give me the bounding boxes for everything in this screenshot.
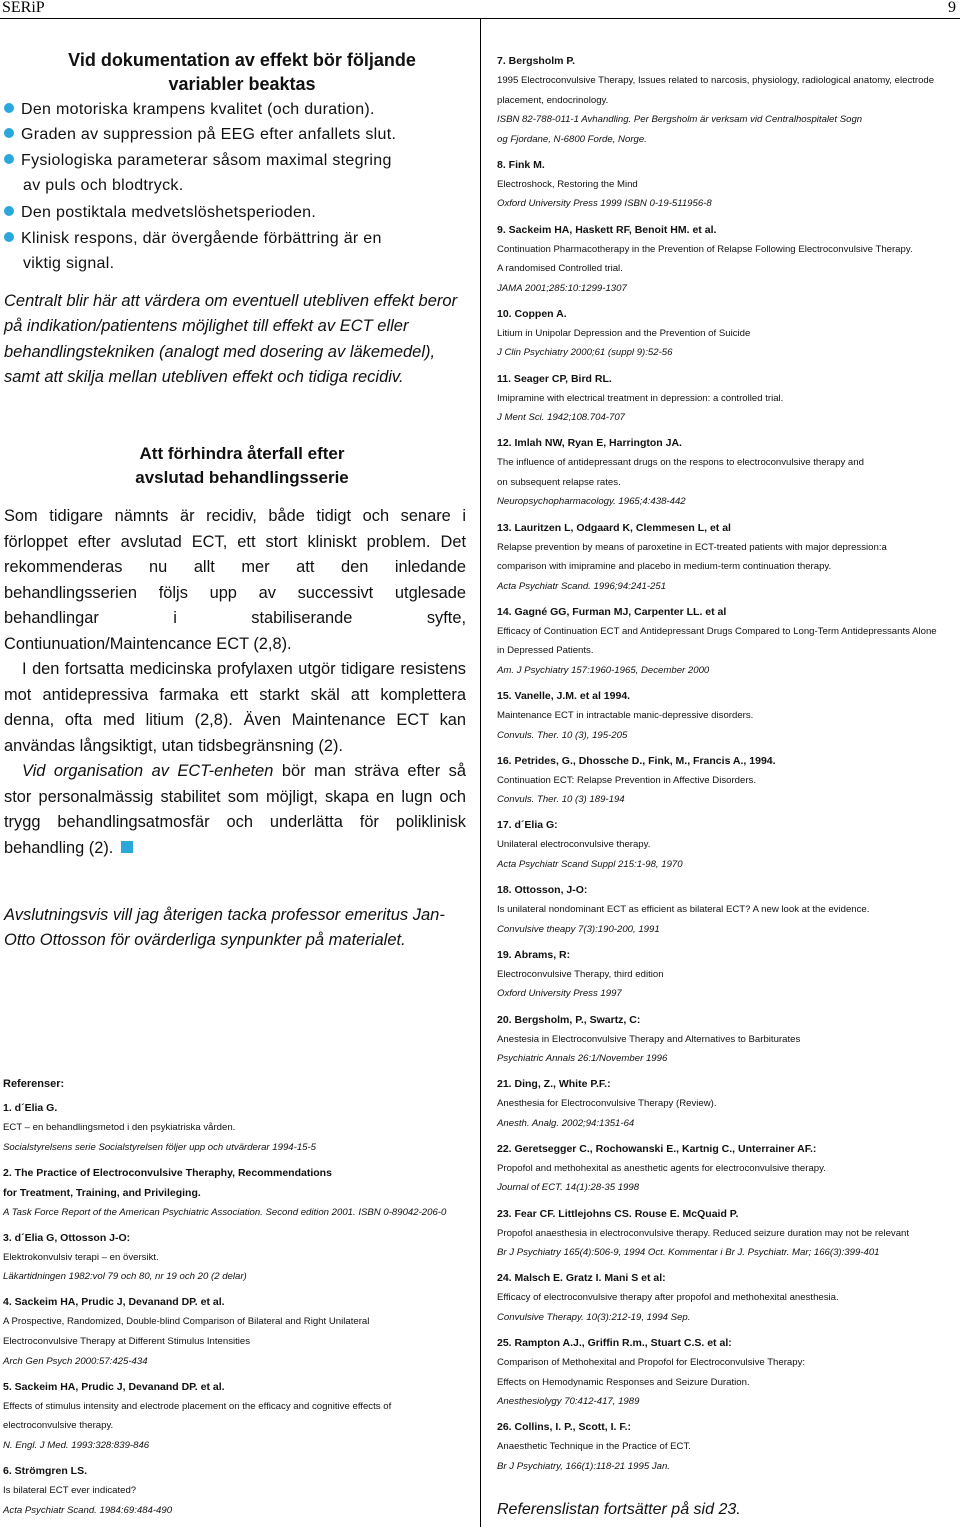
reference-line: Anesthesia for Electroconvulsive Therapy (Review).	[497, 1098, 717, 1110]
reference-item	[497, 518, 957, 597]
reference-source: Anesth. Analg. 2002;94:1351-64	[497, 1117, 635, 1129]
continuation-note: Referenslistan fortsätter på sid 23.	[497, 1501, 741, 1518]
reference-title: 11. Seager CP, Bird RL.	[497, 372, 612, 385]
heading-line: variabler beaktas	[168, 74, 316, 94]
reference-line: Continuation ECT: Relapse Prevention in Affective Disorders.	[497, 774, 756, 786]
reference-item	[3, 1228, 473, 1287]
reference-source: Convuls. Ther. 10 (3) 189-194	[497, 794, 625, 806]
reference-source: Psychiatric Annals 26:1/November 1996	[497, 1053, 668, 1065]
reference-source: Oxford University Press 1999 ISBN 0-19-511956-8	[497, 198, 712, 210]
reference-line: Continuation Pharmacotherapy in the Prevention of Relapse Following Electroconvulsive Therapy.	[497, 243, 913, 255]
reference-list-left	[3, 1098, 473, 1526]
reference-source: Läkartidningen 1982:vol 79 och 80, nr 19 och 20 (2 delar)	[3, 1271, 247, 1283]
reference-item	[497, 815, 957, 874]
reference-source: Acta Psychiatr Scand Suppl 215:1-98, 1970	[497, 859, 683, 871]
reference-line: Electroshock, Restoring the Mind	[497, 178, 638, 190]
heading-line: Att förhindra återfall efter	[139, 444, 345, 463]
reference-line: Comparison of Methohexital and Propofol for Electroconvulsive Therapy:	[497, 1356, 806, 1368]
bullet-dot-icon	[4, 232, 14, 242]
page-number: 9	[948, 0, 956, 16]
reference-line: ECT – en behandlingsmetod i den psykiatriska vården.	[3, 1122, 236, 1133]
reference-line: Electroconvulsive Therapy, third edition	[497, 968, 664, 980]
reference-line: A randomised Controlled trial.	[497, 263, 623, 275]
reference-title: 8. Fink M.	[497, 158, 545, 171]
reference-item	[497, 304, 957, 363]
reference-line: Is bilateral ECT ever indicated?	[3, 1485, 137, 1497]
reference-title: 23. Fear CF. Littlejohns CS. Rouse E. McQuaid P.	[497, 1207, 739, 1220]
reference-title: 7. Bergsholm P.	[497, 55, 576, 67]
reference-title: 15. Vanelle, J.M. et al 1994.	[497, 690, 631, 703]
reference-line: Anaesthetic Technique in the Practice of ECT.	[497, 1441, 691, 1453]
reference-source: Convulsive theapy 7(3):190-200, 1991	[497, 923, 660, 935]
bullet-item	[4, 149, 392, 173]
bullet-text: Klinisk respons, där övergående förbättring är en	[21, 230, 382, 247]
reference-source: ISBN 82-788-011-1 Avhandling. Per Bergsholm är verksam vid Centralhospitalet Sogn	[497, 114, 863, 126]
references-heading: Referenser:	[3, 1078, 65, 1090]
body-paragraph: I den fortsatta medicinska profylaxen utgör tidigare resistens mot antidepressiva farmaka ett starkt skäl att komplettera denna, ofta med litium (2,8). Även Maintenance ECT kan användas långsiktigt, utan tidsbegränsning (2).	[4, 660, 466, 755]
reference-title: 16. Petrides, G., Dhossche D., Fink, M., Francis A., 1994.	[497, 754, 776, 767]
reference-source: N. Engl. J Med. 1993:328:839-846	[3, 1439, 150, 1451]
reference-source: Br J Psychiatry 165(4):506-9, 1994 Oct. Kommentar i Br J. Psychiatr. Mar; 166(3):399-401	[497, 1247, 880, 1259]
reference-source: Am. J Psychiatry 157:1960-1965, December 2000	[497, 664, 710, 676]
bullet-continuation: av puls och blodtryck.	[23, 177, 184, 194]
reference-title: 12. Imlah NW, Ryan E, Harrington JA.	[497, 437, 682, 450]
reference-line: placement, endocrinology.	[497, 94, 609, 106]
reference-source: Socialstyrelsens serie Socialstyrelsen följer upp och utvärderar 1994-15-5	[3, 1141, 317, 1153]
italic-paragraph-text: Centralt blir här att värdera om eventuell utebliven effekt beror på indikation/patientens möjlighet till effekt av ECT eller behandlingstekniken (analogt med dosering av läkemedel), samt att skilja mellan utebliven effekt och tidiga recidiv.	[4, 292, 458, 387]
reference-source: Journal of ECT. 14(1):28-35 1998	[497, 1182, 640, 1194]
reference-source: A Task Force Report of the American Psychiatric Association. Second edition 2001. ISBN 0-89042-206-0	[3, 1206, 447, 1218]
reference-line: Anestesia in Electroconvulsive Therapy and Alternatives to Barbiturates	[497, 1033, 801, 1045]
reference-line: comparison with imipramine and placebo in medium-term continuation therapy.	[497, 561, 832, 573]
bullet-dot-icon	[4, 154, 14, 164]
reference-line: Litium in Unipolar Depression and the Prevention of Suicide	[497, 327, 751, 339]
reference-line: Unilateral electroconvulsive therapy.	[497, 839, 651, 851]
reference-item	[497, 686, 957, 745]
brand-logo: SERiP	[2, 0, 45, 16]
reference-source: J Ment Sci. 1942;108.704-707	[497, 412, 626, 424]
reference-item	[497, 369, 957, 428]
reference-source: Oxford University Press 1997	[497, 988, 622, 1000]
reference-source: Acta Psychiatr Scand. 1996;94:241-251	[497, 580, 667, 592]
reference-title: 5. Sackeim HA, Prudic J, Devanand DP. et al.	[3, 1380, 225, 1393]
reference-title: 2. The Practice of Electroconvulsive Theraphy, Recommendations	[3, 1166, 332, 1179]
italic-paragraph	[4, 289, 466, 391]
reference-line: Effects of stimulus intensity and electrode placement on the efficacy and cognitive effects of	[3, 1400, 392, 1412]
column-divider	[480, 19, 481, 1527]
reference-title: 1. d´Elia G.	[3, 1102, 58, 1114]
reference-line: Efficacy of electroconvulsive therapy after propofol and methohexital anesthesia.	[497, 1292, 839, 1304]
reference-line: in Depressed Patients.	[497, 645, 594, 657]
reference-item	[497, 433, 957, 512]
reference-title: for Treatment, Training, and Privileging.	[3, 1186, 201, 1199]
closing-paragraph	[4, 903, 466, 954]
bullet-item	[4, 123, 396, 147]
reference-line: Efficacy of Continuation ECT and Antidepressant Drugs Compared to Long-Term Antidepressants Alone	[497, 625, 937, 637]
reference-item	[497, 220, 957, 299]
reference-item	[497, 602, 957, 681]
section-heading-relapse	[14, 442, 470, 490]
reference-title: 9. Sackeim HA, Haskett RF, Benoit HM. et al.	[497, 223, 717, 236]
reference-title: 22. Geretsegger C., Rochowanski E., Kartnig C., Unterrainer AF.:	[497, 1142, 817, 1155]
reference-title: 19. Abrams, R:	[497, 948, 571, 961]
reference-line: electroconvulsive therapy.	[3, 1420, 114, 1432]
reference-title: 10. Coppen A.	[497, 307, 567, 320]
reference-item	[3, 1163, 473, 1223]
section-heading-documentation	[14, 48, 470, 96]
heading-line: Vid dokumentation av effekt bör följande	[68, 50, 416, 70]
reference-item	[497, 880, 957, 939]
reference-source: JAMA 2001;285:10:1299-1307	[497, 282, 627, 294]
reference-item	[497, 51, 957, 149]
reference-source: Convuls. Ther. 10 (3), 195-205	[497, 729, 628, 741]
reference-source: Br J Psychiatry, 166(1):118-21 1995 Jan.	[497, 1460, 670, 1472]
reference-title: 20. Bergsholm, P., Swartz, C:	[497, 1013, 641, 1026]
reference-title: 3. d´Elia G, Ottosson J-O:	[3, 1231, 131, 1244]
reference-title: 17. d´Elia G:	[497, 819, 558, 832]
reference-line: Elektrokonvulsiv terapi – en översikt.	[3, 1251, 159, 1263]
reference-line: Electroconvulsive Therapy at Different Stimulus Intensities	[3, 1336, 251, 1348]
bullet-continuation: viktig signal.	[23, 255, 115, 272]
end-mark-icon	[121, 841, 133, 853]
reference-source: J Clin Psychiatry 2000;61 (suppl 9):52-56	[497, 347, 673, 359]
reference-title: 4. Sackeim HA, Prudic J, Devanand DP. et al.	[3, 1296, 225, 1309]
reference-item	[497, 1204, 957, 1263]
reference-item	[497, 1333, 957, 1412]
body-text	[4, 504, 466, 861]
reference-line: Maintenance ECT in intractable manic-depressive disorders.	[497, 710, 754, 722]
bullet-text: Den motoriska krampens kvalitet (och duration).	[21, 101, 375, 118]
bullet-dot-icon	[4, 128, 14, 138]
reference-item	[3, 1098, 473, 1157]
reference-title: 25. Rampton A.J., Griffin R.m., Stuart C.S. et al:	[497, 1336, 732, 1349]
reference-source: Neuropsychopharmacology. 1965;4:438-442	[497, 496, 686, 508]
reference-item	[3, 1377, 473, 1456]
reference-title: 6. Strömgren LS.	[3, 1465, 88, 1478]
reference-line: Effects on Hemodynamic Responses and Seizure Duration.	[497, 1376, 750, 1388]
reference-line: Imipramine with electrical treatment in depression: a controlled trial.	[497, 392, 784, 404]
bullet-dot-icon	[4, 103, 14, 113]
reference-item	[497, 1010, 957, 1069]
bullet-dot-icon	[4, 206, 14, 216]
reference-line: A Prospective, Randomized, Double-blind Comparison of Bilateral and Right Unilateral	[3, 1316, 370, 1328]
bullet-text: Den postiktala medvetslöshetsperioden.	[21, 204, 317, 221]
reference-source: Convulsive Therapy. 10(3):212-19, 1994 Sep.	[497, 1311, 691, 1323]
reference-item	[497, 1074, 957, 1133]
bullet-item	[4, 201, 316, 225]
reference-line: Propofol and methohexital as anesthetic agents for electroconvulsive therapy.	[497, 1162, 826, 1174]
body-paragraph: Som tidigare nämnts är recidiv, både tidigt och senare i förloppet efter avslutad ECT, ett stort kliniskt problem. Det rekommenderas nu allt mer att den inledande behandlingsserien följs upp av successivt utglesade behandlingar i stabiliserande syfte, Contiunuation/Maintencance ECT (2,8).	[4, 507, 466, 653]
reference-item	[497, 1139, 957, 1198]
closing-text: Avslutningsvis vill jag återigen tacka professor emeritus Jan-Otto Ottosson för ovärderliga synpunkter på materialet.	[4, 906, 445, 950]
reference-source: Anesthesiolygy 70:412-417, 1989	[497, 1396, 640, 1408]
reference-item	[497, 751, 957, 810]
reference-title: 18. Ottosson, J-O:	[497, 884, 588, 897]
page-header	[0, 0, 960, 19]
reference-title: 21. Ding, Z., White P.F.:	[497, 1078, 611, 1091]
reference-line: Is unilateral nondominant ECT as efficient as bilateral ECT? A new look at the evidence.	[497, 904, 870, 916]
reference-line: Relapse prevention by means of paroxetine in ECT-treated patients with major depression:a	[497, 541, 887, 553]
reference-line: 1995 Electroconvulsive Therapy, Issues related to narcosis, physiology, radiological anatomy, electrode	[497, 75, 935, 86]
bullet-item	[4, 227, 382, 251]
reference-line: The influence of antidepressant drugs on the respons to electroconvulsive therapy and	[497, 457, 864, 469]
heading-line: avslutad behandlingsserie	[135, 468, 349, 487]
reference-title: 26. Collins, I. P., Scott, I. F.:	[497, 1421, 632, 1434]
reference-line: Propofol anaesthesia in electroconvulsive therapy. Reduced seizure duration may not be relevant	[497, 1227, 910, 1239]
reference-title: 14. Gagné GG, Furman MJ, Carpenter LL. et al	[497, 605, 727, 618]
reference-item	[3, 1461, 473, 1520]
reference-source: Acta Psychiatr Scand. 1984:69:484-490	[3, 1504, 173, 1516]
reference-item	[497, 155, 957, 214]
reference-list-right	[497, 51, 957, 1482]
bullet-text: Fysiologiska parameterar såsom maximal stegring	[21, 152, 392, 169]
bullet-text: Graden av suppression på EEG efter anfallets slut.	[21, 126, 397, 143]
reference-item	[497, 945, 957, 1004]
reference-item	[3, 1292, 473, 1371]
reference-source: og Fjordane, N-6800 Forde, Norge.	[497, 133, 647, 145]
reference-source: Arch Gen Psych 2000:57:425-434	[3, 1355, 148, 1367]
bullet-item	[4, 98, 375, 122]
reference-title: 24. Malsch E. Gratz I. Mani S et al:	[497, 1272, 666, 1285]
body-paragraph	[4, 759, 466, 861]
body-italic-phrase: Vid organisation av ECT-enheten	[22, 762, 274, 780]
reference-item	[497, 1417, 957, 1476]
reference-line: on subsequent relapse rates.	[497, 476, 621, 488]
reference-item	[497, 1268, 957, 1327]
body-text-run: bör man sträva efter så stor personalmässig stabilitet som möjligt, skapa en lugn och trygg behandlingsatmosfär och underlätta för poliklinisk behandling (2).	[4, 762, 466, 857]
reference-title: 13. Lauritzen L, Odgaard K, Clemmesen L, et al	[497, 521, 731, 534]
